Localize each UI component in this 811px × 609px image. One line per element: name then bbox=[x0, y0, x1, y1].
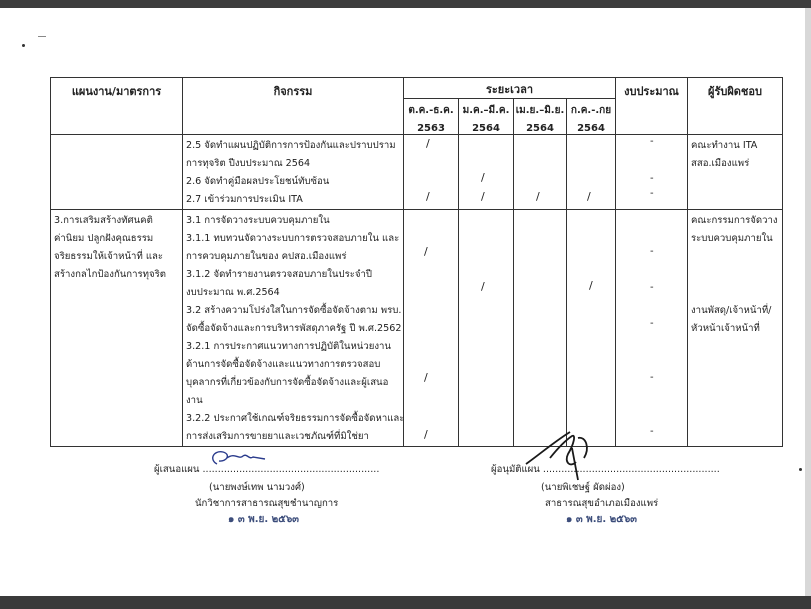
action-plan-table bbox=[50, 77, 783, 447]
activity-line: 3.2.1 การประกาศแนวทางการปฏิบัติในหน่วยงาน bbox=[186, 341, 391, 352]
activity-line: การทุจริต ปีงบประมาณ 2564 bbox=[186, 158, 311, 169]
activity-line: 3.2 สร้างความโปร่งใสในการจัดซื้อจัดจ้างตาม พรบ. bbox=[186, 305, 402, 316]
row1-q4-cell bbox=[567, 135, 616, 210]
approver-position: สาธารณสุขอำเภอเมืองแพร่ bbox=[545, 498, 659, 509]
plan-line: จริยธรรมให้เจ้าหน้าที่ และ bbox=[54, 251, 164, 262]
check-mark: / bbox=[536, 190, 540, 203]
proposer-signature bbox=[205, 446, 275, 470]
check-mark: / bbox=[424, 371, 428, 384]
budget-dash: - bbox=[650, 173, 654, 184]
responsible-line: ระบบควบคุมภายใน bbox=[691, 233, 773, 244]
activity-line: การควบคุมภายในของ คปสอ.เมืองแพร่ bbox=[186, 251, 347, 262]
row1-budget-cell bbox=[616, 135, 688, 210]
responsible-line: คณะทำงาน ITA bbox=[691, 140, 758, 151]
activity-line: 3.1 การจัดวางระบบควบคุมภายใน bbox=[186, 215, 330, 226]
row2-q4-cell bbox=[567, 210, 616, 447]
header-period-q3: เม.ย.–มิ.ย. 2564 bbox=[514, 99, 567, 135]
row1-q1-cell bbox=[404, 135, 459, 210]
row2-activity-cell bbox=[183, 210, 404, 447]
scan-top-border bbox=[0, 0, 811, 8]
activity-line: 2.6 จัดทำคู่มือผลประโยชน์ทับซ้อน bbox=[186, 176, 330, 187]
row1-plan-cell bbox=[51, 135, 183, 210]
header-responsible: ผู้รับผิดชอบ bbox=[688, 78, 783, 135]
header-period-q2: ม.ค.–มี.ค. 2564 bbox=[459, 99, 514, 135]
approver-date-stamp: ๑ ๓ พ.ย. ๒๕๖๓ bbox=[566, 514, 638, 525]
row1-activity-cell bbox=[183, 135, 404, 210]
row2-q1-cell bbox=[404, 210, 459, 447]
check-mark: / bbox=[426, 190, 430, 203]
check-mark: / bbox=[424, 428, 428, 441]
scan-bottom-border bbox=[0, 596, 811, 609]
check-mark: / bbox=[481, 171, 485, 184]
header-activity: กิจกรรม bbox=[183, 78, 404, 135]
row2-budget-cell bbox=[616, 210, 688, 447]
row1-q3-cell bbox=[514, 135, 567, 210]
row1-q2-cell bbox=[459, 135, 514, 210]
budget-dash: - bbox=[650, 282, 654, 293]
budget-dash: - bbox=[650, 426, 654, 437]
plan-line: 3.การเสริมสร้างทัศนคติ bbox=[54, 215, 153, 226]
scan-right-edge bbox=[805, 8, 811, 596]
budget-dash: - bbox=[650, 246, 654, 257]
responsible-line: งานพัสดุ/เจ้าหน้าที่/ bbox=[691, 305, 772, 316]
budget-dash: - bbox=[650, 188, 654, 199]
proposer-name: (นายพงษ์เทพ นามวงศ์) bbox=[209, 482, 305, 493]
activity-line: จัดซื้อจัดจ้างและการบริหารพัสดุภาครัฐ ปี พ.ศ.2562 bbox=[186, 323, 402, 334]
responsible-line: สสอ.เมืองแพร่ bbox=[691, 158, 750, 169]
row2-responsible-cell bbox=[688, 210, 783, 447]
check-mark: / bbox=[587, 190, 591, 203]
row2-q3-cell bbox=[514, 210, 567, 447]
activity-line: บุคลากรที่เกี่ยวข้องกับการจัดซื้อจัดจ้างและผู้เสนอ bbox=[186, 377, 389, 388]
responsible-line: คณะกรรมการจัดวาง bbox=[691, 215, 778, 226]
activity-line: งบประมาณ พ.ศ.2564 bbox=[186, 287, 280, 298]
header-period: ระยะเวลา bbox=[404, 78, 616, 99]
scan-speck bbox=[22, 44, 25, 47]
activity-line: 2.7 เข้าร่วมการประเมิน ITA bbox=[186, 194, 303, 205]
header-plan: แผนงาน/มาตรการ bbox=[51, 78, 183, 135]
check-mark: / bbox=[481, 190, 485, 203]
row2-plan-cell bbox=[51, 210, 183, 447]
activity-line: การส่งเสริมการขายยาและเวชภัณฑ์ที่มิใช่ยา bbox=[186, 431, 369, 442]
activity-line: 3.1.1 ทบทวนจัดวางระบบการตรวจสอบภายใน และ bbox=[186, 233, 400, 244]
check-mark: / bbox=[481, 280, 485, 293]
budget-dash: - bbox=[650, 136, 654, 147]
header-period-q4: ก.ค.-.กย 2564 bbox=[567, 99, 616, 135]
activity-line: 3.2.2 ประกาศใช้เกณฑ์จริยธรรมการจัดซื้อจัดหาและ bbox=[186, 413, 405, 424]
approver-label: ผู้อนุมัติแผน .......................................................... bbox=[491, 464, 720, 475]
plan-line: สร้างกลไกป้องกันการทุจริต bbox=[54, 269, 166, 280]
activity-line: ด้านการจัดซื้อจัดจ้างและแนวทางการตรวจสอบ bbox=[186, 359, 381, 370]
proposer-label: ผู้เสนอแผน .......................................................... bbox=[154, 464, 380, 475]
check-mark: / bbox=[426, 137, 430, 150]
plan-line: ค่านิยม ปลูกฝังคุณธรรม bbox=[54, 233, 154, 244]
activity-line: 3.1.2 จัดทำรายงานตรวจสอบภายในประจำปี bbox=[186, 269, 372, 280]
activity-line: 2.5 จัดทำแผนปฏิบัติการการป้องกันและปราบปราม bbox=[186, 140, 396, 151]
activity-line: งาน bbox=[186, 395, 203, 406]
row2-q2-cell bbox=[459, 210, 514, 447]
budget-dash: - bbox=[650, 318, 654, 329]
responsible-line: หัวหน้าเจ้าหน้าที่ bbox=[691, 323, 760, 334]
check-mark: / bbox=[589, 279, 593, 292]
header-budget: งบประมาณ bbox=[616, 78, 688, 135]
scan-speck bbox=[799, 468, 802, 471]
scan-mark bbox=[38, 36, 46, 37]
proposer-date-stamp: ๑ ๓ พ.ย. ๒๕๖๓ bbox=[228, 514, 300, 525]
approver-name: (นายพิเชษฐ์ ผัดผ่อง) bbox=[541, 482, 625, 493]
check-mark: / bbox=[424, 245, 428, 258]
header-period-q1: ต.ค.-ธ.ค. 2563 bbox=[404, 99, 459, 135]
proposer-position: นักวิชาการสาธารณสุขชำนาญการ bbox=[195, 498, 339, 509]
row1-responsible-cell bbox=[688, 135, 783, 210]
budget-dash: - bbox=[650, 372, 654, 383]
